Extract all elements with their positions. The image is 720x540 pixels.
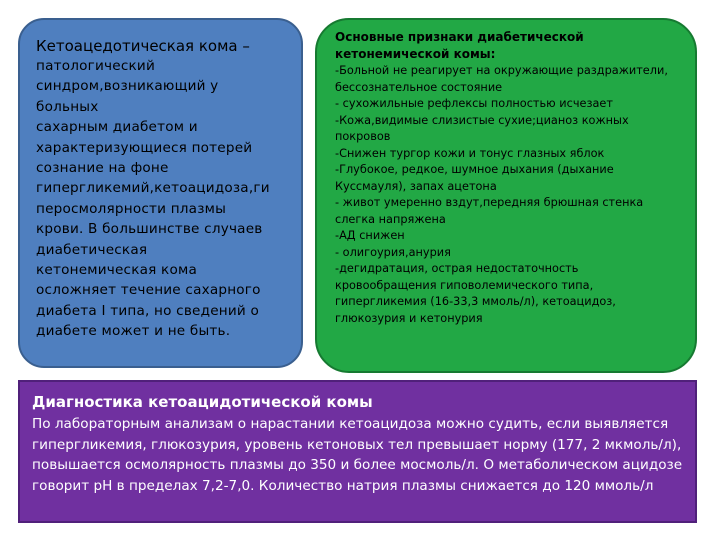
- signs-title: Основные признаки диабетической кетонемической комы:: [335, 30, 584, 61]
- diagnostics-text: По лабораторным анализам о нарастании кетоацидоза можно судить, если выявляется гипергликемия, глюкозурия, уровень кетоновых тел превышает норму (177, 2 мкмоль/л), повышается осмолярность плазмы до 350 и более мосмоль/л. О метаболическом ацидозе говорит рН в пределах 7,2-7,0. Количество натрия плазмы снижается до 120 ммоль/л: [32, 416, 683, 494]
- signs-item: -Снижен тургор кожи и тонус глазных яблок: [335, 146, 605, 160]
- signs-item: -Больной не реагирует на окружающие раздражители, бессознательное состояние: [335, 64, 668, 94]
- definition-title: Кетоацедотическая кома –: [36, 37, 250, 55]
- signs-item: -АД снижен: [335, 229, 405, 242]
- signs-item: - олигоурия,анурия: [335, 245, 451, 259]
- definition-text: патологический синдром,возникающий у больных сахарным диабетом и характеризующиеся потерей сознание на фоне гипергликемий,кетоацидоза,ги перосмолярности плазмы крови. В большинстве случаев диабетическая кетонемическая кома осложняет течение сахарного диабета I типа, но сведений о диабете может и не быть.: [36, 58, 270, 340]
- signs-item: - живот умеренно вздут,передняя брюшная стенка слегка напряжена: [335, 196, 644, 226]
- signs-item: -Глубокое, редкое, шумное дыхания (дыхание Куссмауля), запах ацетона: [335, 163, 614, 193]
- definition-panel: [18, 18, 303, 368]
- signs-panel: [315, 18, 697, 373]
- signs-item: -дегидратация, острая недостаточность кровообращения гиповолемического типа, гипергликемия (16-33,3 ммоль/л), кетоацидоз, глюкозурия и кетонурия: [335, 262, 616, 325]
- diagnostics-title: Диагностика кетоацидотической комы: [32, 393, 373, 411]
- signs-item: -Кожа,видимые слизистые сухие;цианоз кожных покровов: [335, 113, 629, 143]
- diagnostics-panel: [18, 380, 697, 523]
- signs-item: - сухожильные рефлексы полностью исчезает: [335, 97, 613, 110]
